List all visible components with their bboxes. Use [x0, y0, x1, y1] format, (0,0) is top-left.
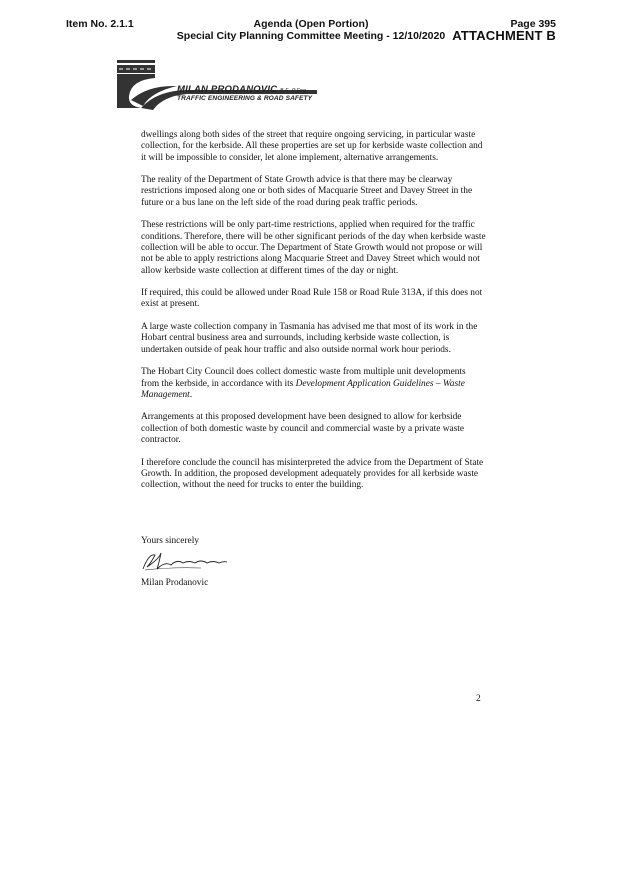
company-name: MILAN PRODANOVIC [177, 84, 278, 95]
signature-block [141, 536, 231, 589]
page-header [452, 18, 556, 42]
paragraph-8: I therefore conclude the council has misinterpreted the advice from the Department of State Growth. In addition, the proposed development adequately provides for all kerbside waste collection, without the need for trucks to enter the building. [141, 457, 484, 491]
page-label: Page 395 [510, 18, 556, 30]
signature-image [141, 549, 231, 573]
paragraph-6-start: The Hobart City Council does collect domestic waste from multiple unit developments from the kerbside, in accordance with its [141, 367, 466, 389]
paragraph-5: A large waste collection company in Tasmania has advised me that most of its work in the Hobart central business area and surrounds, including kerbside waste collection, is undertaken outside of peak hour traffic and also outside normal work hour periods. [141, 322, 478, 355]
guidelines-title: Development Application Guidelines – Waste Management [141, 378, 465, 400]
paragraph-6-end: . [189, 389, 193, 400]
signatory-name: Milan Prodanovic [141, 577, 209, 588]
paragraph-6 [141, 367, 486, 401]
item-number: Item No. 2.1.1 [66, 18, 134, 30]
agenda-label: Agenda (Open Portion) [253, 18, 369, 30]
paragraph-2: The reality of the Department of State Growth advice is that there may be clearway restrictions imposed along one or both sides of Macquarie Street and Davey Street in the future or a bus lane on the left side of the road during peak traffic periods. [141, 175, 473, 208]
attachment-label: ATTACHMENT B [452, 28, 556, 43]
company-logo [117, 60, 347, 120]
paragraph-7: Arrangements at this proposed development have been designed to allow for kerbside collection of both domestic waste by council and commercial waste by a private waste contractor. [141, 412, 465, 446]
company-tagline: TRAFFIC ENGINEERING & ROAD SAFETY [177, 95, 313, 102]
paragraph-3: These restrictions will be only part-time restrictions, applied when required for the traffic conditions. Therefore, there will be other significant periods of the day when kerbside waste collection will be able to occur. The Department of State Growth would not propose or will not be able to apply restrictions along Macquarie Street and Davey Street which would not allow kerbside waste collection at different times of the day or night. [141, 220, 486, 276]
logo-text [177, 84, 312, 102]
paragraph-4: If required, this could be allowed under Road Rule 158 or Road Rule 313A, if this does not exist at present. [141, 288, 483, 310]
page-number: 2 [476, 694, 481, 704]
meeting-title: Special City Planning Committee Meeting - 12/10/2020 [176, 30, 446, 42]
paragraph-1: dwellings along both sides of the street that require ongoing servicing, in particular waste collection, for the kerbside. All these properties are set up for kerbside waste collection and it will be impossible to consider, let alone implement, alternative arrangements. [141, 130, 483, 163]
company-quals: B.E. P.Eng [280, 88, 306, 94]
closing: Yours sincerely [141, 536, 199, 546]
letter-body [141, 130, 486, 503]
